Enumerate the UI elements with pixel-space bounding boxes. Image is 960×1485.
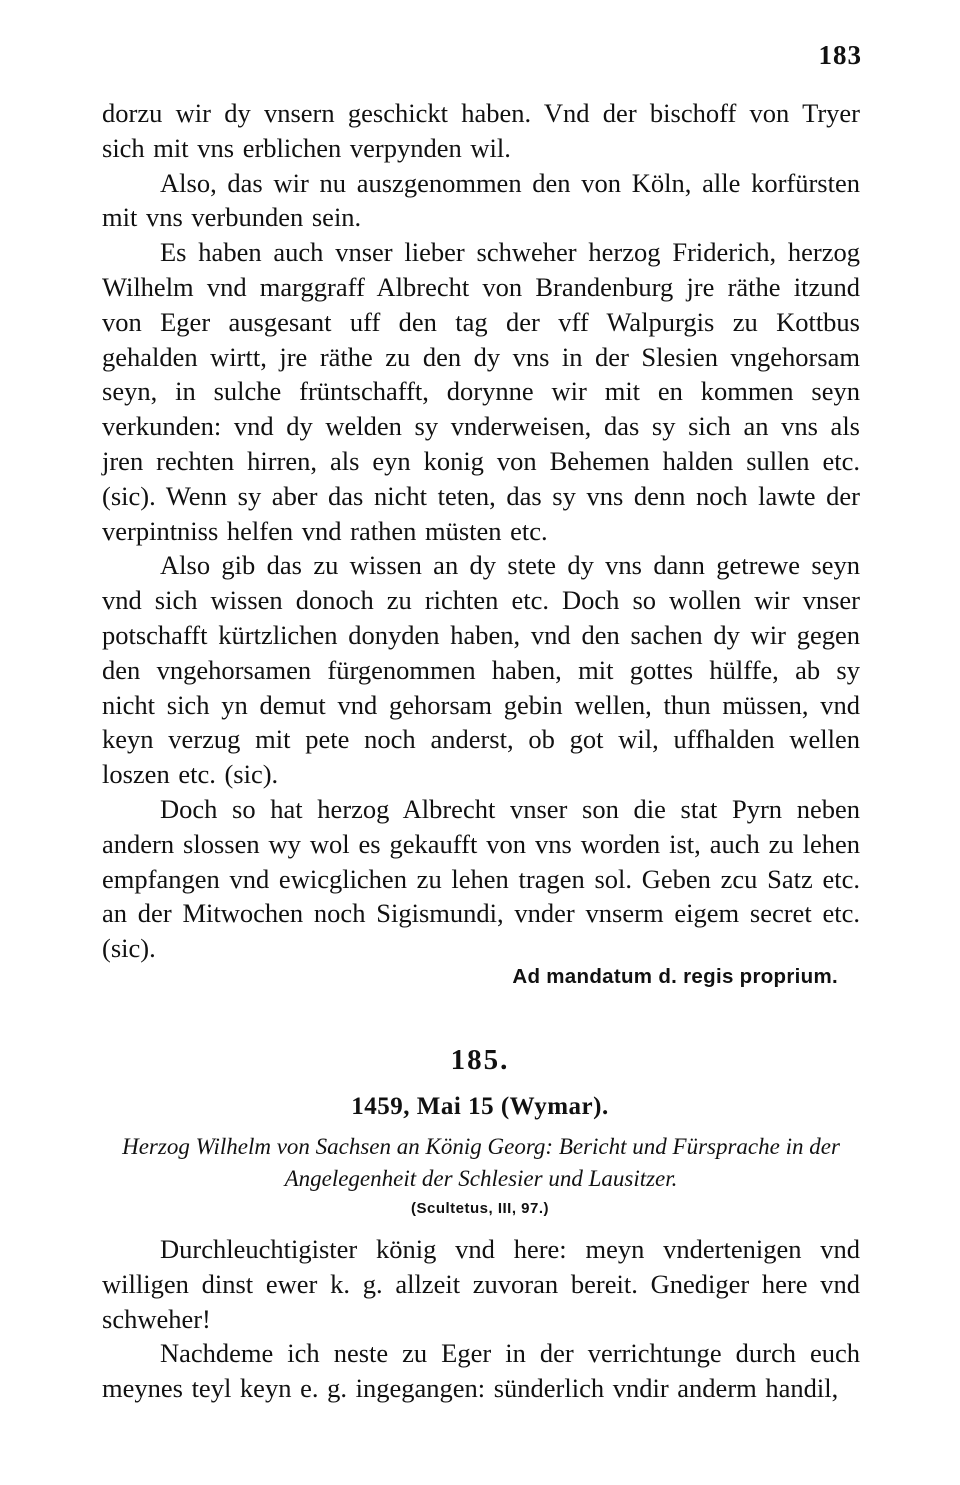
paragraph-3: Es haben auch vnser lieber schweher herzog Friderich, herzog Wilhelm vnd marggraff Albrecht von Brandenburg jre räthe itzund von Eger ausgesant uff den tag der vff Walpurgis zu Kottbus gehalden wirtt, jre räthe zu den dy vns in der Slesien vngehorsam seyn, in sulche früntschafft, dorynne wir mit en kommen seyn verkunden: vnd dy welden sy vnderweisen, das sy sich an vns als jren rechten hirren, als eyn konig von Behemen halden sullen etc. (sic). Wenn sy aber das nicht teten, das sy vns denn noch lawte der verpintniss helfen vnd rathen müsten etc. xyxy=(102,237,860,546)
document-number: 185. xyxy=(450,1044,510,1076)
letter-paragraph-1: Durchleuchtigister könig vnd here: meyn vndertenigen vnd willigen dinst ewer k. g. allzeit zuvoran bereit. Gnediger here vnd schweher! xyxy=(102,1234,860,1334)
document-letter xyxy=(102,1232,860,1406)
paragraph-5: Doch so hat herzog Albrecht vnser son die stat Pyrn neben andern slossen wy wol es gekaufft von vns worden ist, auch zu lehen empfangen vnd ewicglichen zu lehen tragen sol. Geben zcu Satz etc. an der Mitwochen noch Sigismundi, vnder vnserm eigem secret etc. (sic). xyxy=(102,793,860,964)
document-date: 1459, Mai 15 (Wymar). xyxy=(351,1093,609,1120)
document-source: (Scultetus, III, 97.) xyxy=(410,1200,550,1217)
paragraph-2: Also, das wir nu auszgenommen den von Köln, alle korfürsten mit vns verbunden sein. xyxy=(102,167,860,233)
signature-line: Ad mandatum d. regis proprium. xyxy=(512,965,838,988)
paragraph-4: Also gib das zu wissen an dy stete dy vns dann getrewe seyn vnd sich wissen donoch zu richten etc. Doch so wollen wir vnser potschafft kürtzlichen donyden haben, vnd den sachen dy wir gegen den vngehorsamen fürgenommen haben, mit gottes hülffe, ab sy nicht sich yn demut vnd gehorsam gebin wellen, thun müssen, vnd keyn verzug mit pete noch anderst, ob got wil, uffhalden wellen loszen etc. (sic). xyxy=(102,550,860,790)
document-summary: Herzog Wilhelm von Sachsen an König Georg: Bericht und Fürsprache in der Angelegenheit der Schlesier und Lausitzer. xyxy=(122,1134,840,1191)
paragraph-1: dorzu wir dy vnsern geschickt haben. Vnd der bischoff von Tryer sich mit vns erblichen verpynden wil. xyxy=(102,98,860,163)
letter-continuation xyxy=(102,96,860,966)
letter-paragraph-2: Nachdeme ich neste zu Eger in der verrichtunge durch euch meynes teyl keyn e. g. ingegangen: sünderlich vndir anderm handil, xyxy=(102,1338,860,1404)
page-number: 183 xyxy=(818,40,862,70)
